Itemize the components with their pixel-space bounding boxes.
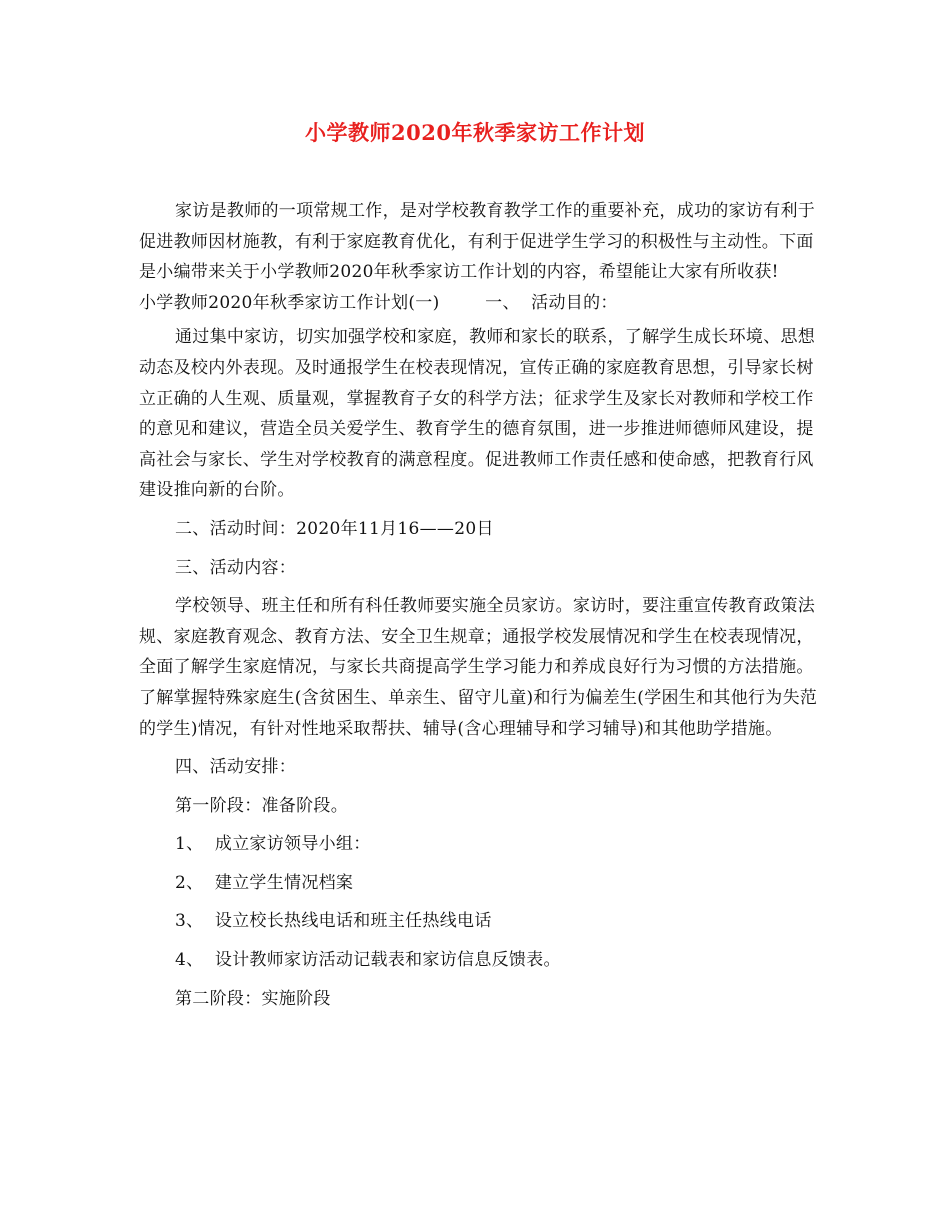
section2-line: 二、活动时间：2020年11月16——20日 bbox=[175, 518, 494, 539]
section1-body: 通过集中家访，切实加强学校和家庭，教师和家长的联系，了解学生成长环境、思想动态及校内外表现。及时通报学生在校表现情况，宣传正确的家庭教育思想，引导家长树立正确的人生观、质量观，掌握教育子女的科学方法；征求学生及家长对教师和学校工作的意见和建议，营造全员关爱学生、教育学生的德育氛围，进一步推进师德师风建设，提高社会与家长、学生对学校教育的满意程度。促进教师工作责任感和使命感，把教育行风建设推向新的台阶。 bbox=[139, 327, 816, 501]
section3-body: 学校领导、班主任和所有科任教师要实施全员家访。家访时，要注重宣传教育政策法规、家庭教育观念、教育方法、安全卫生规章；通报学校发展情况和学生在校表现情况，全面了解学生家庭情况，与家长共商提高学生学习能力和养成良好行为习惯的方法措施。了解掌握特殊家庭生(含贫困生、单亲生、留守儿童)和行为偏差生(学困生和其他行为失范的学生)情况，有针对性地采取帮扶、辅导(含心理辅导和学习辅导)和其他助学措施。 bbox=[139, 596, 818, 739]
document-body bbox=[139, 196, 819, 1014]
section1-heading: 一、 活动目的： bbox=[485, 292, 618, 313]
section3-heading: 三、活动内容： bbox=[175, 557, 297, 578]
list-item: 1、 成立家访领导小组： bbox=[175, 834, 371, 855]
section4-heading: 四、活动安排： bbox=[175, 757, 297, 778]
list-item: 3、 设立校长热线电话和班主任热线电话 bbox=[175, 911, 492, 932]
intro-paragraph: 家访是教师的一项常规工作，是对学校教育教学工作的重要补充，成功的家访有利于促进教师因材施教，有利于家庭教育优化，有利于促进学生学习的积极性与主动性。下面是小编带来关于小学教师2020年秋季家访工作计划的内容，希望能让大家有所收获! bbox=[139, 201, 816, 283]
plan-heading-line bbox=[139, 288, 819, 319]
list-item: 2、 建立学生情况档案 bbox=[175, 872, 354, 893]
list-item: 4、 设计教师家访活动记载表和家访信息反馈表。 bbox=[175, 950, 561, 971]
stage2-line: 第二阶段：实施阶段 bbox=[175, 988, 331, 1009]
document-title: 小学教师2020年秋季家访工作计划 bbox=[305, 120, 645, 145]
plan-heading: 小学教师2020年秋季家访工作计划(一) bbox=[139, 292, 440, 313]
stage1-line: 第一阶段：准备阶段。 bbox=[175, 795, 348, 816]
